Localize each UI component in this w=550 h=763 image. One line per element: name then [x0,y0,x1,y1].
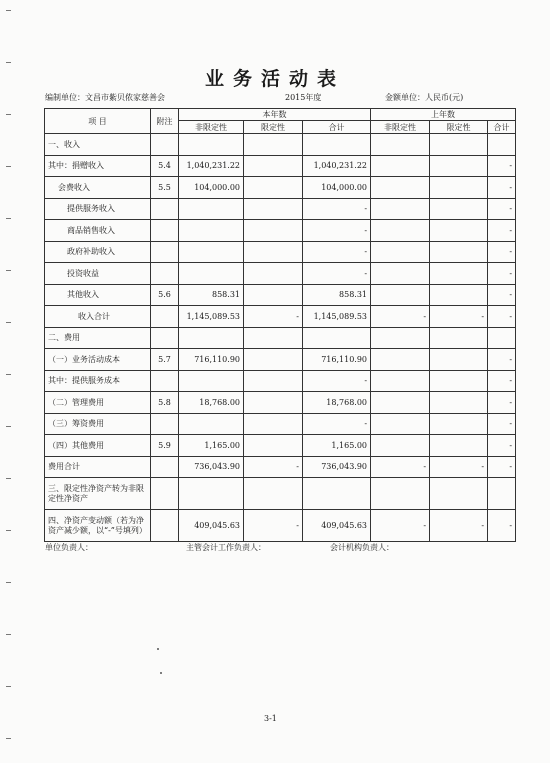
row-current-total: - [303,241,371,263]
table-row [45,220,516,242]
row-current-total: 18,768.00 [303,392,371,414]
row-previous-unrestricted [371,134,430,156]
row-previous-unrestricted [371,284,430,306]
row-previous-restricted [430,413,488,435]
row-previous-restricted [430,220,488,242]
table-row [45,198,516,220]
table-row [45,241,516,263]
row-note: 5.4 [151,155,179,177]
row-previous-restricted [430,284,488,306]
row-item: （三）筹资费用 [45,413,151,435]
row-current-total: - [303,198,371,220]
row-note [151,241,179,263]
row-previous-unrestricted: - [371,510,430,542]
row-current-unrestricted [179,413,244,435]
row-current-total: 1,145,089.53 [303,306,371,328]
row-current-restricted [244,220,303,242]
table-row [45,510,516,542]
row-previous-unrestricted [371,198,430,220]
row-previous-total: - [488,510,516,542]
row-item: 投资收益 [45,263,151,285]
row-previous-unrestricted [371,241,430,263]
row-previous-unrestricted [371,155,430,177]
row-note [151,510,179,542]
row-current-restricted [244,413,303,435]
row-current-total [303,478,371,510]
row-current-unrestricted: 18,768.00 [179,392,244,414]
row-note [151,263,179,285]
row-previous-restricted [430,198,488,220]
row-current-restricted: - [244,306,303,328]
row-current-total: 858.31 [303,284,371,306]
row-previous-restricted [430,327,488,349]
row-previous-total: - [488,241,516,263]
row-current-total: 736,043.90 [303,456,371,478]
row-note [151,478,179,510]
row-previous-total: - [488,456,516,478]
table-row [45,370,516,392]
table-row [45,435,516,457]
row-note [151,306,179,328]
row-current-unrestricted [179,220,244,242]
row-previous-unrestricted [371,370,430,392]
row-current-restricted [244,155,303,177]
row-current-restricted [244,284,303,306]
row-previous-restricted [430,241,488,263]
header-previous-restricted: 限定性 [430,121,488,134]
row-previous-total: - [488,349,516,371]
row-current-unrestricted [179,198,244,220]
row-item: （二）管理费用 [45,392,151,414]
row-current-total: - [303,370,371,392]
row-current-unrestricted [179,263,244,285]
table-row [45,327,516,349]
row-previous-restricted: - [430,510,488,542]
row-previous-total: - [488,220,516,242]
row-previous-total: - [488,392,516,414]
row-current-unrestricted: 1,040,231.22 [179,155,244,177]
row-current-restricted [244,241,303,263]
row-current-unrestricted: 1,165.00 [179,435,244,457]
row-note [151,370,179,392]
row-previous-unrestricted [371,435,430,457]
row-current-unrestricted: 1,145,089.53 [179,306,244,328]
row-previous-restricted [430,134,488,156]
binding-marks [6,0,12,763]
row-previous-unrestricted [371,220,430,242]
row-previous-total: - [488,263,516,285]
table-row [45,263,516,285]
row-item: （四）其他费用 [45,435,151,457]
compiling-unit: 编制单位：文昌市紫贝侬家慈善会 [45,93,165,102]
row-current-total [303,327,371,349]
header-current-unrestricted: 非限定性 [179,121,244,134]
row-item: 会费收入 [45,177,151,199]
row-item: 收入合计 [45,306,151,328]
table-row [45,392,516,414]
activity-statement-table [44,108,516,542]
row-current-unrestricted [179,370,244,392]
row-previous-restricted [430,392,488,414]
row-note [151,456,179,478]
accounting-head-signature: 主管会计工作负责人： [186,543,266,552]
accounting-dept-head-signature: 会计机构负责人： [330,543,394,552]
row-current-restricted [244,198,303,220]
row-previous-unrestricted [371,349,430,371]
row-current-total: - [303,263,371,285]
row-previous-unrestricted: - [371,456,430,478]
row-item: （一）业务活动成本 [45,349,151,371]
row-note [151,327,179,349]
row-previous-restricted [430,370,488,392]
row-note [151,198,179,220]
row-item: 三、限定性净资产转为非限定性净资产 [45,478,151,510]
row-current-total: - [303,413,371,435]
row-item: 商品销售收入 [45,220,151,242]
row-item: 其中：提供服务成本 [45,370,151,392]
row-item: 提供服务收入 [45,198,151,220]
row-current-restricted [244,177,303,199]
row-previous-total: - [488,306,516,328]
row-note: 5.6 [151,284,179,306]
row-current-unrestricted: 409,045.63 [179,510,244,542]
row-current-restricted: - [244,456,303,478]
row-current-total: - [303,220,371,242]
currency-unit: 金额单位：人民币(元) [385,93,464,102]
row-current-total [303,134,371,156]
table-row [45,134,516,156]
row-current-total: 409,045.63 [303,510,371,542]
table-row [45,155,516,177]
row-note: 5.8 [151,392,179,414]
row-item: 政府补助收入 [45,241,151,263]
row-previous-total [488,327,516,349]
row-item: 费用合计 [45,456,151,478]
row-current-restricted [244,478,303,510]
header-current-restricted: 限定性 [244,121,303,134]
row-previous-total: - [488,155,516,177]
row-current-restricted [244,370,303,392]
header-item: 项 目 [45,109,151,134]
header-previous-unrestricted: 非限定性 [371,121,430,134]
row-previous-unrestricted [371,413,430,435]
row-previous-unrestricted [371,392,430,414]
table-row [45,478,516,510]
row-note [151,220,179,242]
row-item: 四、净资产变动额（若为净资产减少额，以“-”号填列） [45,510,151,542]
row-previous-restricted [430,263,488,285]
row-previous-total: - [488,435,516,457]
row-item: 其他收入 [45,284,151,306]
row-previous-total: - [488,177,516,199]
row-note: 5.7 [151,349,179,371]
header-note: 附注 [151,109,179,134]
row-previous-total: - [488,284,516,306]
row-previous-unrestricted: - [371,306,430,328]
row-previous-restricted [430,349,488,371]
header-previous-total: 合计 [488,121,516,134]
row-previous-restricted [430,177,488,199]
row-previous-unrestricted [371,177,430,199]
row-current-restricted [244,134,303,156]
row-previous-restricted: - [430,456,488,478]
row-current-unrestricted: 858.31 [179,284,244,306]
header-current-year: 本年数 [179,109,371,121]
row-note: 5.9 [151,435,179,457]
table-row [45,349,516,371]
row-note [151,134,179,156]
page-number: 3-1 [264,714,277,723]
row-current-restricted [244,263,303,285]
row-item: 二、费用 [45,327,151,349]
table-row [45,177,516,199]
row-current-restricted [244,349,303,371]
table-row [45,456,516,478]
report-title: 业务活动表 [204,68,345,90]
row-previous-unrestricted [371,327,430,349]
row-current-total: 1,165.00 [303,435,371,457]
row-previous-restricted [430,155,488,177]
row-current-unrestricted [179,241,244,263]
table-row [45,284,516,306]
row-previous-restricted [430,478,488,510]
row-current-unrestricted [179,134,244,156]
row-current-unrestricted: 104,000.00 [179,177,244,199]
row-previous-restricted [430,435,488,457]
row-current-total: 1,040,231.22 [303,155,371,177]
header-current-total: 合计 [303,121,371,134]
table-row [45,413,516,435]
row-previous-total: - [488,370,516,392]
row-current-unrestricted [179,478,244,510]
row-previous-unrestricted [371,263,430,285]
row-previous-unrestricted [371,478,430,510]
report-year: 2015年度 [285,93,322,102]
scan-speck [160,672,162,674]
row-current-restricted [244,392,303,414]
row-current-total: 716,110.90 [303,349,371,371]
row-current-unrestricted: 716,110.90 [179,349,244,371]
row-current-unrestricted: 736,043.90 [179,456,244,478]
row-current-restricted [244,435,303,457]
row-previous-total: - [488,413,516,435]
row-current-restricted: - [244,510,303,542]
scan-speck [157,648,159,650]
row-previous-total: - [488,198,516,220]
row-previous-total [488,478,516,510]
row-current-total: 104,000.00 [303,177,371,199]
row-note [151,413,179,435]
row-item: 一、收入 [45,134,151,156]
row-current-unrestricted [179,327,244,349]
row-item: 其中：捐赠收入 [45,155,151,177]
header-previous-year: 上年数 [371,109,516,121]
table-row [45,306,516,328]
row-previous-restricted: - [430,306,488,328]
row-note: 5.5 [151,177,179,199]
row-current-restricted [244,327,303,349]
unit-head-signature: 单位负责人： [45,543,93,552]
row-previous-total [488,134,516,156]
